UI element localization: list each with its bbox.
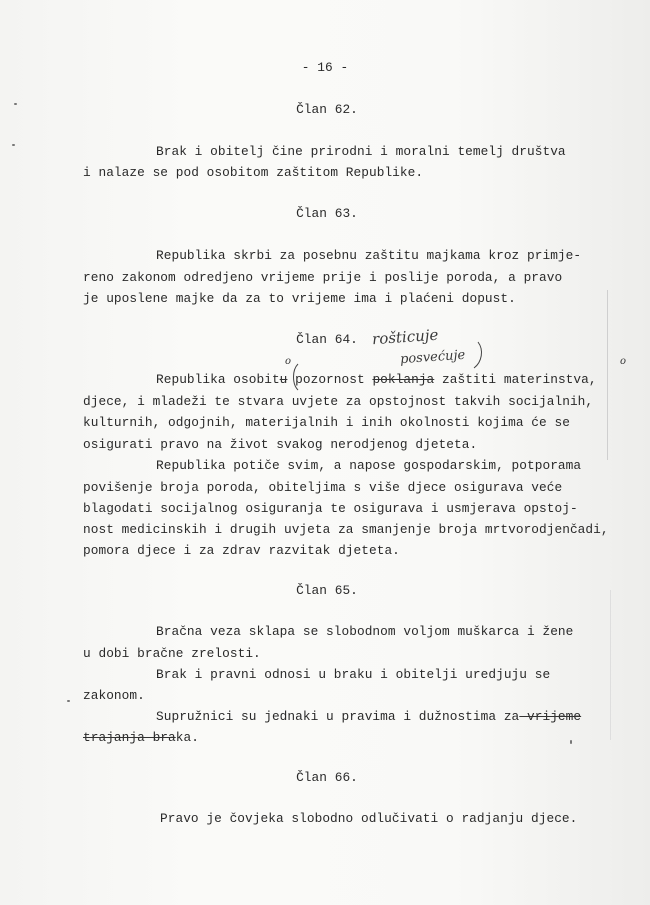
struck-text: poklanja: [372, 372, 435, 387]
scan-speck: [12, 144, 15, 146]
text-line: Republika potiče svim, a napose gospodarskim, potporama: [156, 458, 582, 473]
handwritten-note: posvećuje: [399, 347, 466, 368]
text-line: [156, 372, 597, 388]
text-span: Supružnici su jednaki u pravima i dužnostima za: [156, 709, 520, 724]
text-line: pomora djece i za zdrav razvitak djeteta.: [83, 543, 400, 558]
handwritten-mark: o: [620, 356, 627, 367]
text-line: Brak i obitelj čine prirodni i moralni temelj društva: [156, 144, 566, 159]
text-line: u dobi bračne zrelosti.: [83, 646, 261, 661]
text-line: Republika skrbi za posebnu zaštitu majkama kroz primje-: [156, 248, 582, 263]
article-heading: Član 63.: [296, 206, 358, 221]
text-line: kulturnih, odgojnih, materijalnih i inih okolnosti kojima će se: [83, 415, 570, 430]
margin-line: [610, 590, 611, 740]
struck-text: vrijeme: [519, 709, 582, 724]
struck-text: trajanja bra: [83, 730, 176, 745]
scan-speck: [570, 740, 572, 744]
text-span: pozornost: [287, 372, 373, 387]
text-span: zaštiti materinstva,: [434, 372, 597, 387]
text-line: [156, 709, 581, 725]
scan-speck: [67, 700, 70, 702]
text-line: reno zakonom odredjeno vrijeme prije i poslije poroda, a pravo: [83, 270, 563, 285]
text-line: Brak i pravni odnosi u braku i obitelji uredjuju se: [156, 667, 551, 682]
article-heading: Član 64.: [296, 332, 358, 347]
struck-text: u: [279, 372, 288, 387]
text-line: blagodati socijalnog osiguranja te osigurava i usmjerava opstoj-: [83, 501, 578, 516]
bracket-mark: [472, 340, 486, 370]
text-span: Republika osobit: [156, 372, 280, 387]
text-span: ka.: [175, 730, 199, 745]
text-line: djece, i mladeži te stvara uvjete za opstojnost takvih socijalnih,: [83, 394, 594, 409]
text-line: i nalaze se pod osobitom zaštitom Republike.: [83, 165, 424, 180]
margin-line: [607, 290, 608, 460]
handwritten-mark: o: [285, 356, 292, 367]
article-heading: Član 62.: [296, 102, 358, 117]
text-line: nost medicinskih i drugih uvjeta za smanjenje broja mrtvorodjenčadi,: [83, 522, 609, 537]
text-line: Bračna veza sklapa se slobodnom voljom muškarca i žene: [156, 624, 574, 639]
text-line: Pravo je čovjeka slobodno odlučivati o radjanju djece.: [160, 811, 578, 826]
text-line: [83, 730, 199, 746]
handwritten-note: rošticuje: [371, 325, 439, 349]
article-heading: Član 65.: [296, 583, 358, 598]
text-line: povišenje broja poroda, obiteljima s više djece osigurava veće: [83, 480, 563, 495]
text-line: je uposlene majke da za to vrijeme ima i plaćeni dopust.: [83, 291, 516, 306]
article-heading: Član 66.: [296, 770, 358, 785]
page-number: - 16 -: [301, 60, 349, 75]
text-line: osigurati pravo na život svakog nerodjenog djeteta.: [83, 437, 478, 452]
text-line: zakonom.: [83, 688, 145, 703]
